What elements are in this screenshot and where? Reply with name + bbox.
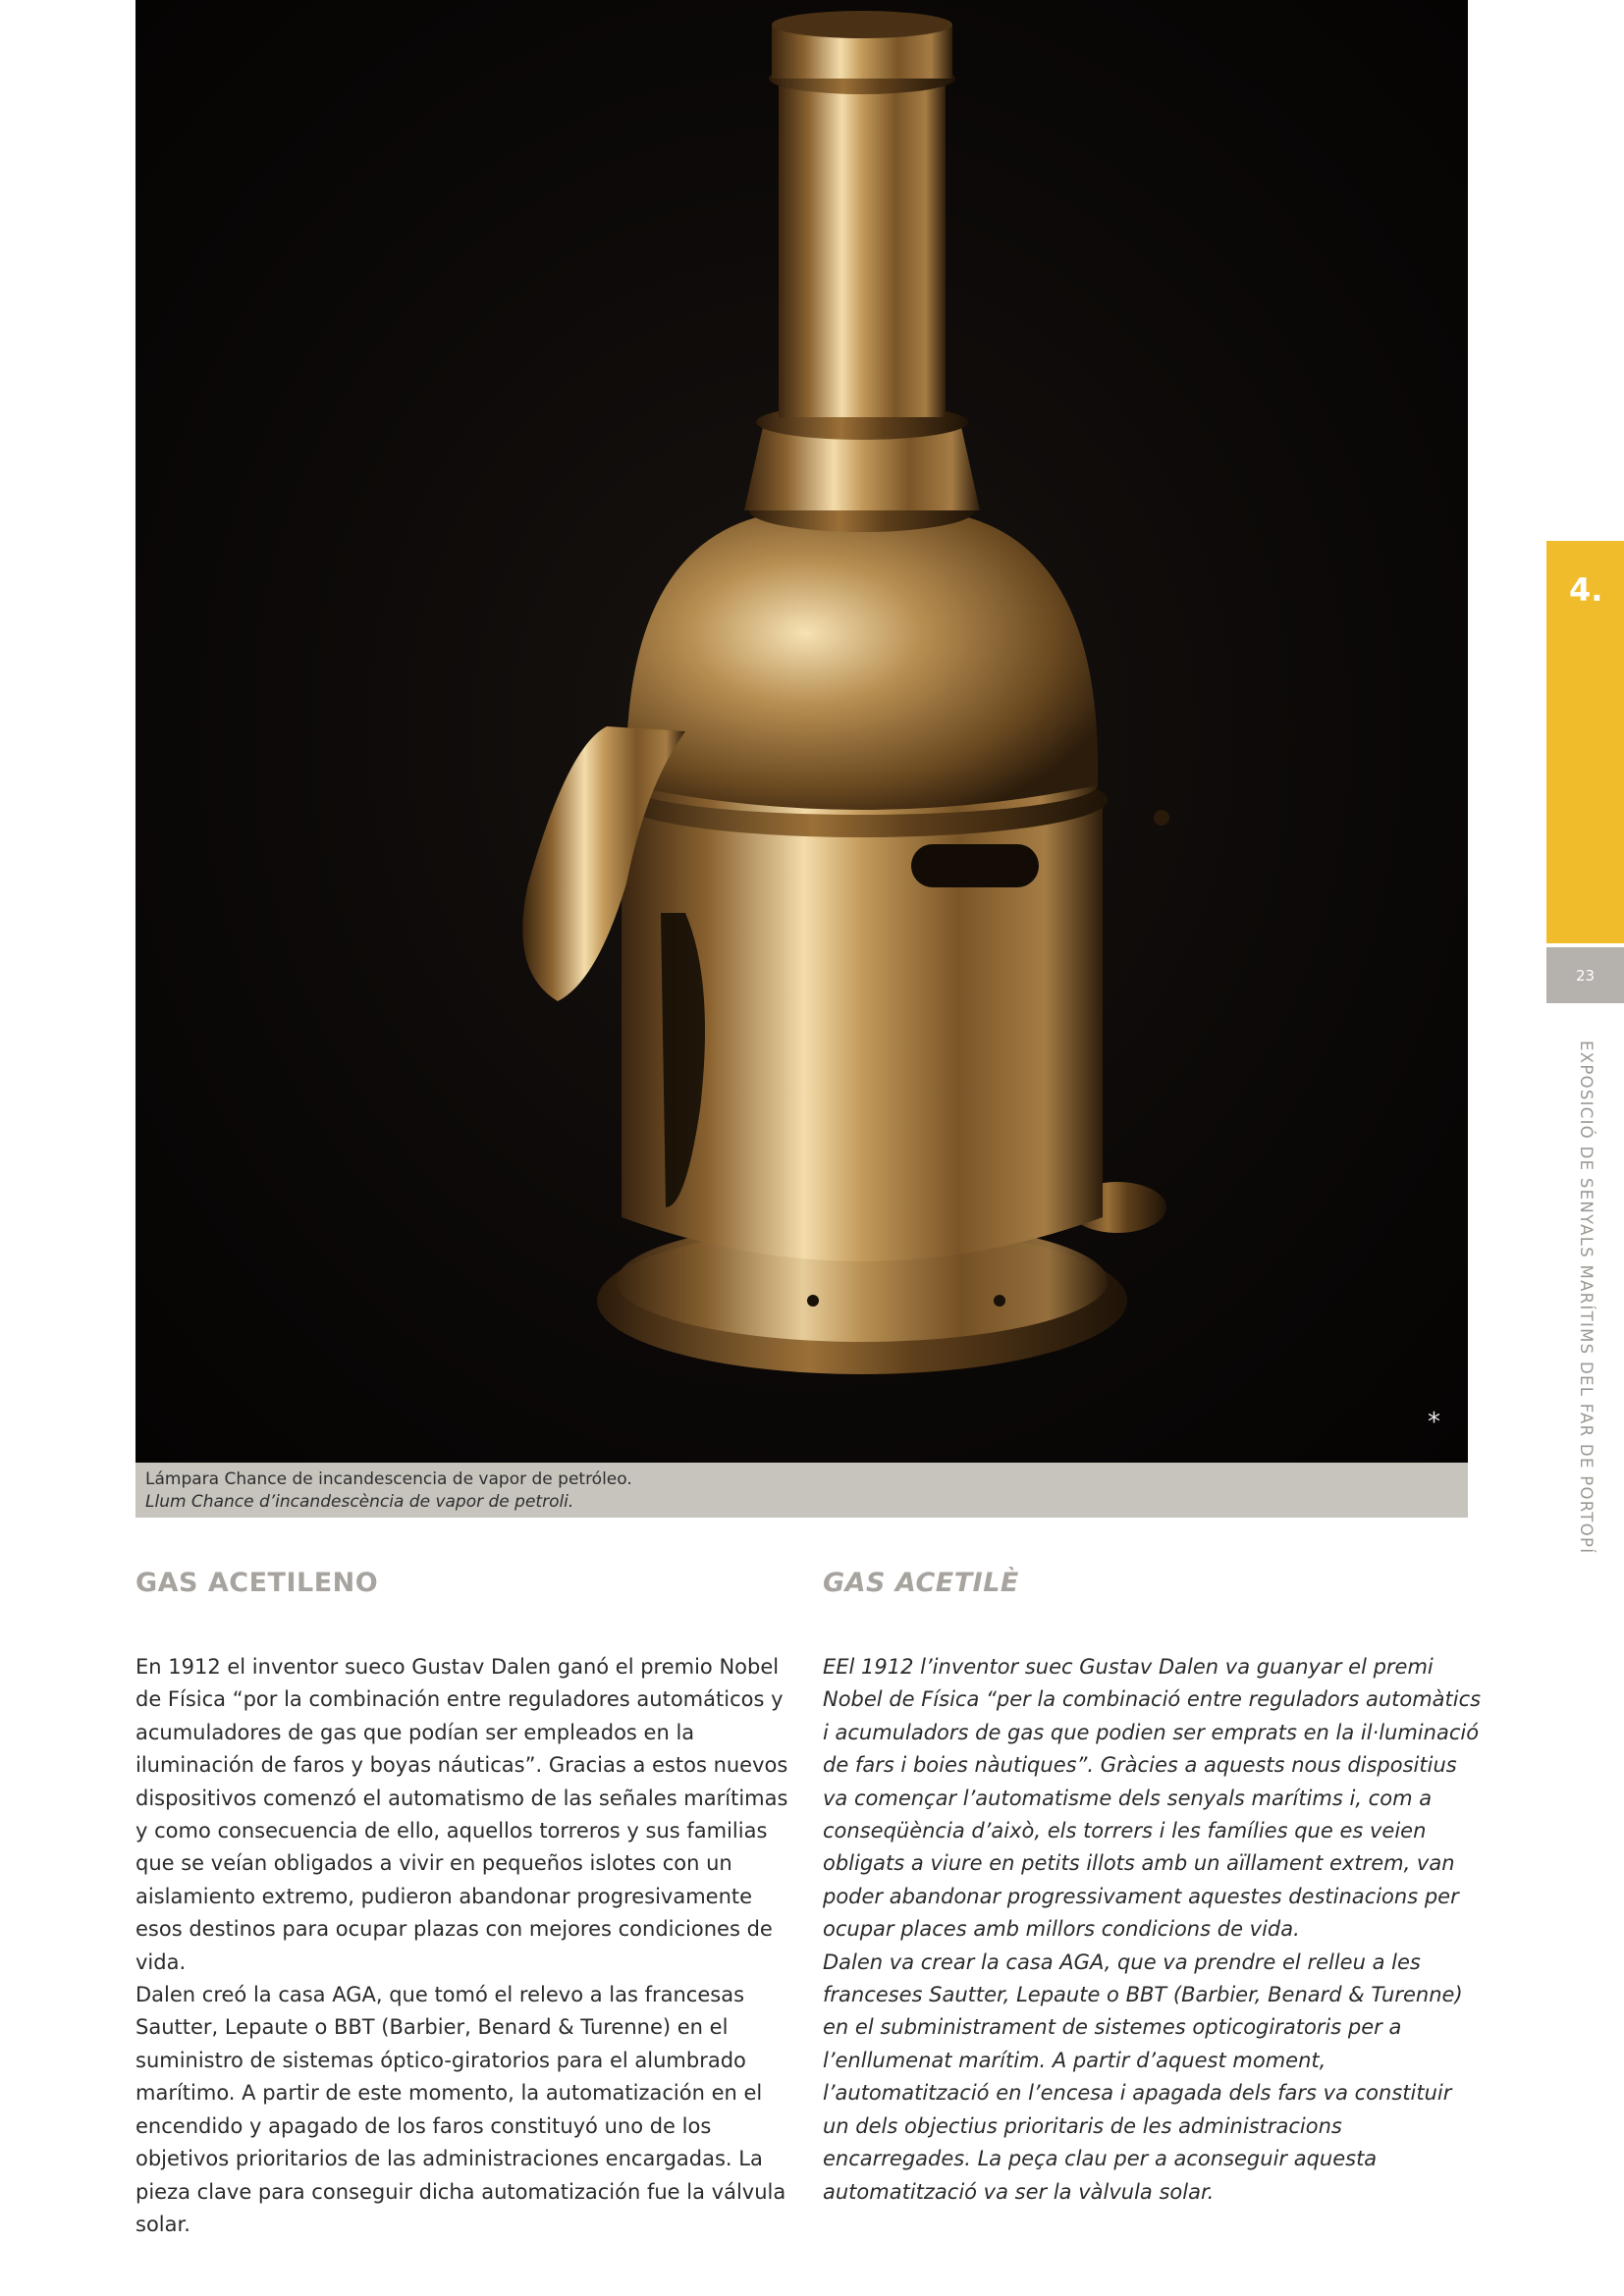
catalan-column — [823, 1567, 1483, 2209]
catalan-paragraph-1: EEl 1912 l’inventor suec Gustav Dalen va guanyar el premi Nobel de Física “per la combinació entre reguladors automàtics i acumuladors de gas que podien ser emprats en la il·luminació de fars i boies nàutiques”. Gràcies a aquests nous dispositius va començar l’automatisme dels senyals marítims i, com a conseqüència d’això, els torrers i les famílies que es veien obligats a viure en petits illots amb un aïllament extrem, van poder abandonar progressivament aquestes destinacions per ocupar places amb millors condicions de vida. — [823, 1655, 1482, 1942]
catalan-body — [823, 1651, 1483, 2209]
spanish-column — [135, 1567, 795, 2241]
lamp-photo — [135, 0, 1468, 1463]
photo-credit-mark: * — [1428, 1408, 1440, 1437]
spanish-paragraph-1: En 1912 el inventor sueco Gustav Dalen ganó el premio Nobel de Física “por la combinación entre reguladores automáticos y acumuladores de gas que podían ser empleados en la iluminación de faros y boyas náuticas”. Gracias a estos nuevos dispositivos comenzó el automatismo de las señales marítimas y como consecuencia de ello, aquellos torreros y sus familias que se veían obligados a vivir en pequeños islotes con un aislamiento extremo, pudieron abandonar progresivamente esos destinos para ocupar plazas con mejores condiciones de vida. — [135, 1655, 788, 1974]
catalan-heading: GAS ACETILÈ — [823, 1568, 1019, 1598]
catalan-paragraph-2: Dalen va crear la casa AGA, que va prendre el relleu a les franceses Sautter, Lepaute o BBT (Barbier, Benard & Turenne) en el subministrament de sistemes opticogiratoris per a l’enllumenat marítim. A partir d’aquest moment, l’automatització en l’encesa i apagada dels fars va constituir un dels objectius prioritaris de les administracions encarregades. La peça clau per a aconseguir aquesta automatització va ser la vàlvula solar. — [823, 1949, 1463, 2204]
caption-catalan: Llum Chance d’incandescència de vapor de petroli. — [145, 1492, 574, 1512]
chapter-number: 4. — [1569, 571, 1603, 609]
photo-caption — [135, 1463, 1468, 1518]
spanish-body — [135, 1651, 795, 2241]
caption-spanish: Lámpara Chance de incandescencia de vapor de petróleo. — [145, 1469, 632, 1489]
running-title: EXPOSICIÓ DE SENYALS MARÍTIMS DEL FAR DE PORTOPÍ — [1577, 1041, 1596, 1555]
page-number: 23 — [1546, 947, 1624, 1003]
spanish-heading: GAS ACETILENO — [135, 1568, 379, 1598]
spanish-paragraph-2: Dalen creó la casa AGA, que tomó el relevo a las francesas Sautter, Lepaute o BBT (Barbier, Benard & Turenne) en el suministro de sistemas óptico-giratorios para el alumbrado marítimo. A partir de este momento, la automatización en el encendido y apagado de los faros constituyó uno de los objetivos prioritarios de las administraciones encargadas. La pieza clave para conseguir dicha automatización fue la válvula solar. — [135, 1983, 786, 2236]
brass-lamp-illustration — [135, 0, 1468, 1463]
